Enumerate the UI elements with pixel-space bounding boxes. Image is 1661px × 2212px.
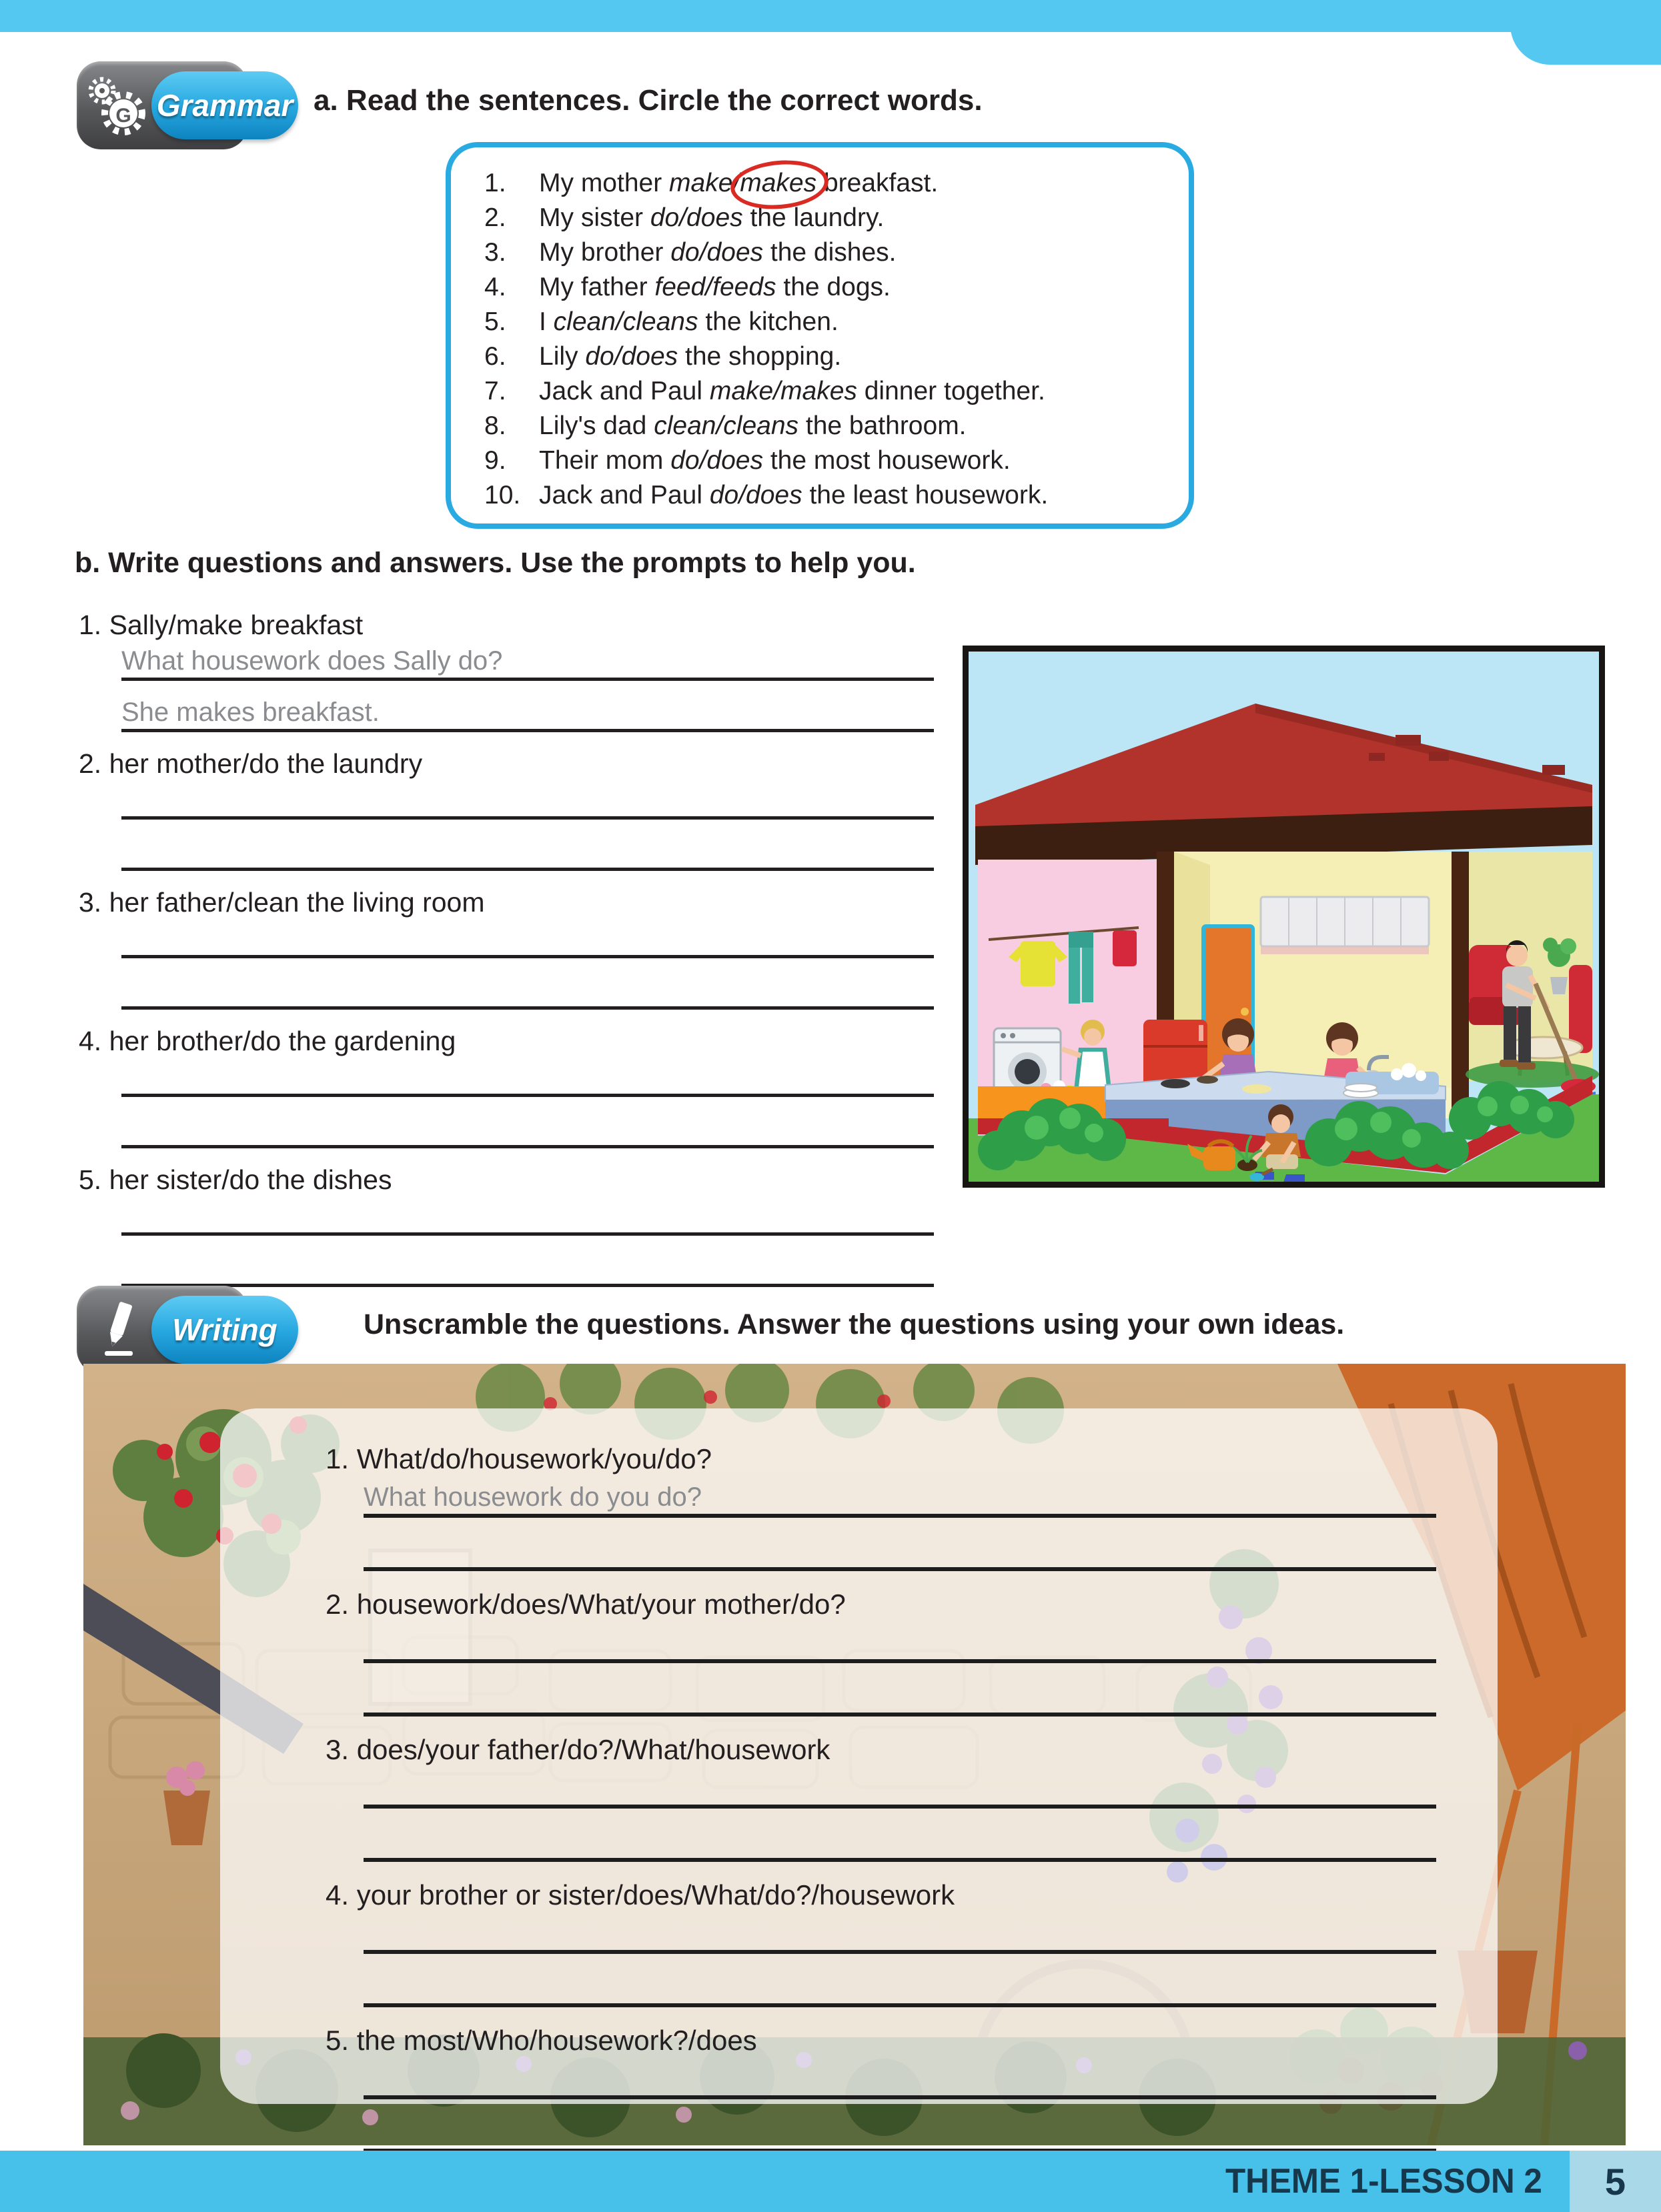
sentence-number: 9. [484, 446, 506, 475]
writing-instruction: Unscramble the questions. Answer the questions using your own ideas. [364, 1308, 1345, 1340]
part-b-instruction: b. Write questions and answers. Use the prompts to help you. [75, 547, 916, 579]
question-item [79, 1160, 934, 1287]
option-words: do/does [650, 203, 743, 232]
sentence-text [539, 478, 1048, 513]
sentence-fragment: dinner together. [857, 377, 1045, 405]
sentence-row [484, 305, 1173, 339]
answer-line[interactable] [121, 820, 934, 871]
answer-line[interactable] [364, 1809, 1436, 1862]
sentence-fragment: Their mom [539, 446, 671, 475]
sentence-fragment: the least housework. [802, 481, 1049, 509]
question-prompt: 5. her sister/do the dishes [79, 1164, 392, 1195]
answer-line[interactable] [364, 1915, 1436, 1954]
question-prompt: 1. Sally/make breakfast [79, 610, 364, 640]
question-prompt: 4. your brother or sister/does/What/do?/housework [326, 1879, 955, 1911]
answer-line[interactable] [121, 922, 934, 958]
sample-answer: What housework do you do? [364, 1482, 702, 1512]
sentence-text [539, 305, 839, 339]
house-scene [969, 652, 1599, 1182]
answer-line[interactable] [364, 1624, 1436, 1663]
question-item [79, 883, 934, 1010]
answer-line[interactable] [121, 958, 934, 1010]
sentence-fragment: the bathroom. [798, 411, 967, 440]
answer-line[interactable] [121, 783, 934, 820]
question-item [79, 744, 934, 871]
sentence-text [539, 201, 884, 235]
answer-line[interactable] [121, 1199, 934, 1236]
sentence-fragment: My brother [539, 238, 671, 267]
sentence-row [484, 374, 1173, 409]
sentence-fragment: the shopping. [678, 342, 842, 371]
sentence-row [484, 339, 1173, 374]
sentence-fragment: the dogs. [776, 273, 891, 301]
option-words: do/does [709, 481, 802, 509]
answer-line[interactable] [364, 1479, 1436, 1518]
sentence-row [484, 270, 1173, 305]
question-prompt: 2. her mother/do the laundry [79, 748, 423, 779]
question-prompt: 3. her father/clean the living room [79, 887, 485, 918]
sentence-fragment: My father [539, 273, 655, 301]
option-words: make/ [669, 169, 740, 197]
option-words: feed/feeds [654, 273, 776, 301]
option-words: clean/cleans [654, 411, 799, 440]
question-item [326, 1439, 1436, 1571]
sentence-text [539, 166, 938, 201]
sentence-fragment: the kitchen. [698, 307, 839, 336]
pencil-icon [82, 1296, 151, 1363]
answer-line[interactable] [121, 1060, 934, 1097]
sentence-row [484, 235, 1173, 270]
sentence-fragment: breakfast. [816, 169, 939, 197]
sentence-number: 6. [484, 342, 506, 371]
sentence-row [484, 201, 1173, 235]
question-item [79, 606, 934, 732]
badge-pill [151, 1296, 298, 1364]
sentence-text [539, 443, 1011, 478]
question-prompt: 2. housework/does/What/your mother/do? [326, 1588, 846, 1620]
sentence-fragment: Lily [539, 342, 586, 371]
sentence-fragment: the dishes. [763, 238, 897, 267]
question-prompt: 1. What/do/housework/you/do? [326, 1443, 712, 1474]
sentence-number: 10. [484, 481, 521, 509]
question-item [326, 2021, 1436, 2153]
red-circle-annotation: makes [740, 166, 816, 201]
answer-line[interactable] [364, 1770, 1436, 1809]
answer-line[interactable] [121, 1097, 934, 1148]
sentence-fragment: My sister [539, 203, 650, 232]
sentence-number: 2. [484, 203, 506, 232]
sentence-row [484, 166, 1173, 201]
answer-line[interactable] [364, 2061, 1436, 2099]
question-item [326, 1730, 1436, 1862]
sentence-fragment: the most housework. [763, 446, 1011, 475]
sentence-text [539, 339, 841, 374]
badge-pill [151, 71, 298, 139]
footer-bar [0, 2151, 1661, 2212]
option-words: clean/cleans [553, 307, 698, 336]
question-prompt: 5. the most/Who/housework?/does [326, 2025, 757, 2056]
sentence-number: 7. [484, 377, 506, 405]
lesson-label: THEME 1-LESSON 2 [1225, 2162, 1542, 2201]
housework-illustration [963, 646, 1605, 1188]
sentence-text [539, 270, 891, 305]
option-words: do/does [670, 446, 763, 475]
sample-answer: She makes breakfast. [121, 698, 380, 727]
writing-question-list [326, 1439, 1436, 2166]
question-prompt: 4. her brother/do the gardening [79, 1026, 456, 1056]
sentence-fragment: Jack and Paul [539, 481, 710, 509]
sentence-fragment: Lily's dad [539, 411, 654, 440]
writing-badge-label: Writing [172, 1312, 278, 1347]
sentence-number: 1. [484, 169, 506, 197]
grammar-badge-label: Grammar [156, 88, 294, 123]
sentence-number: 3. [484, 238, 506, 267]
sentence-box [446, 142, 1194, 529]
option-words: do/does [670, 238, 764, 267]
sentence-row [484, 443, 1173, 478]
question-item [326, 1875, 1436, 2007]
sentence-fragment: My mother [539, 169, 670, 197]
answer-line[interactable] [364, 1663, 1436, 1717]
gears-icon [82, 72, 151, 139]
answer-line[interactable] [121, 1236, 934, 1287]
question-item [79, 1022, 934, 1148]
sentence-fragment: the laundry. [742, 203, 885, 232]
sentence-number: 5. [484, 307, 506, 336]
answer-line[interactable] [364, 2099, 1436, 2153]
sentence-text [539, 409, 967, 443]
sentence-fragment: Jack and Paul [539, 377, 710, 405]
sentence-row [484, 409, 1173, 443]
sentence-number: 8. [484, 411, 506, 440]
svg-text:G: G [115, 105, 131, 127]
top-decorative-tab [1510, 0, 1661, 65]
page-number: 5 [1570, 2151, 1661, 2212]
sentence-list [484, 166, 1173, 513]
question-prompt: 3. does/your father/do?/What/housework [326, 1734, 830, 1765]
sentence-number: 4. [484, 273, 506, 301]
question-item [326, 1584, 1436, 1717]
part-b-question-list [79, 606, 934, 1299]
option-words: do/does [585, 342, 678, 371]
grammar-badge [77, 61, 304, 149]
sentence-text [539, 235, 897, 270]
sentence-row [484, 478, 1173, 513]
answer-line[interactable] [121, 681, 934, 732]
top-decorative-bar [0, 0, 1661, 32]
answer-line[interactable] [364, 1518, 1436, 1571]
option-words: make/makes [709, 377, 857, 405]
sentence-text [539, 374, 1045, 409]
sentence-fragment: I [539, 307, 554, 336]
answer-line[interactable] [364, 1954, 1436, 2007]
writing-badge [77, 1286, 304, 1374]
part-a-instruction: a. Read the sentences. Circle the correct words. [314, 84, 983, 117]
sample-answer: What housework does Sally do? [121, 646, 503, 676]
answer-line[interactable] [121, 644, 934, 681]
